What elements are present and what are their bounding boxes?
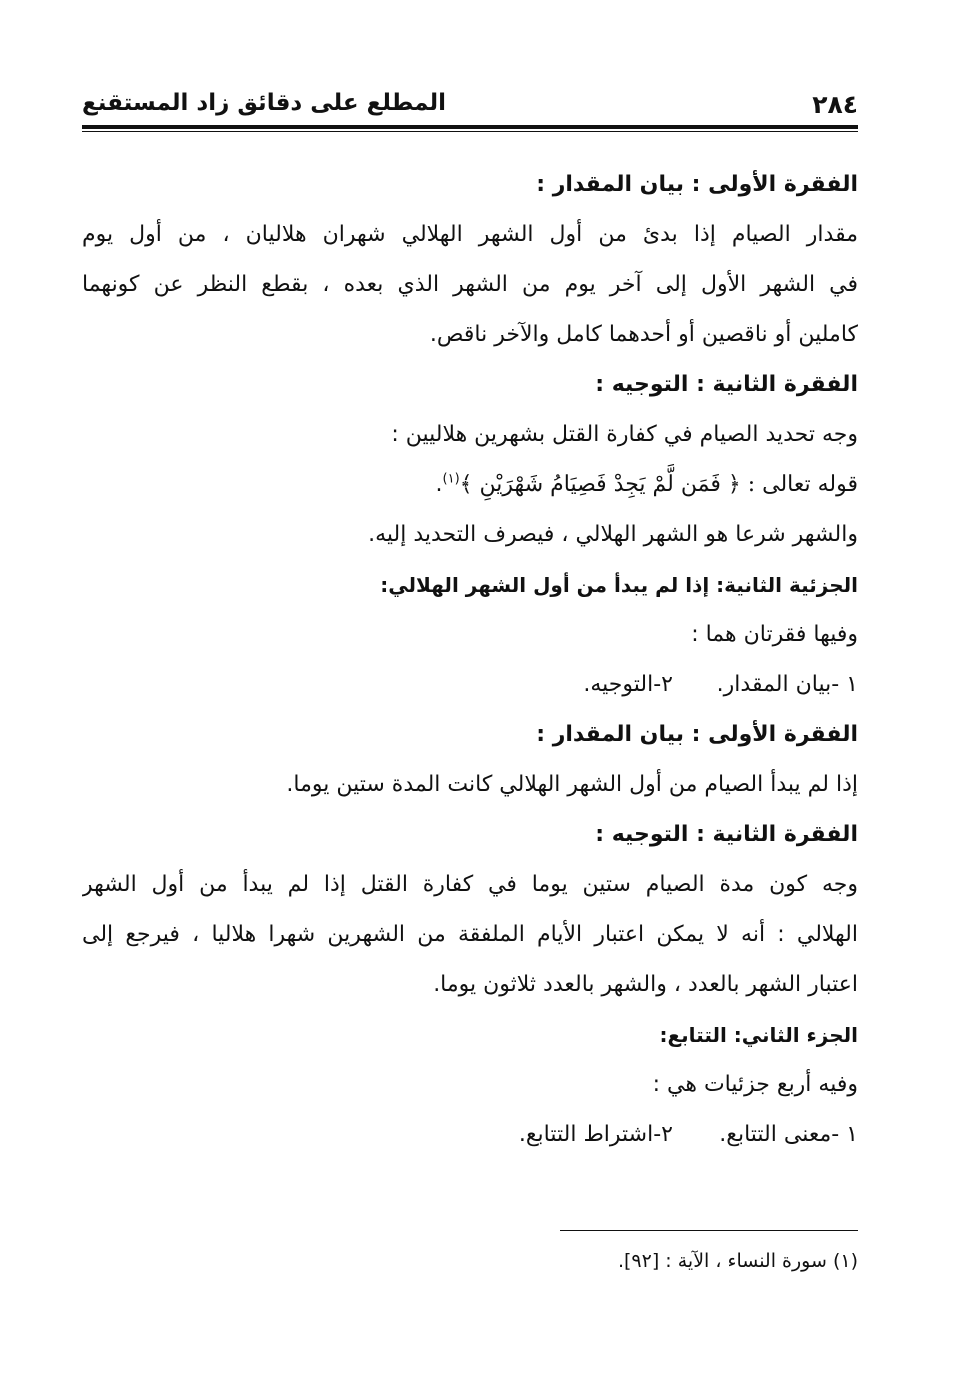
body-text bbox=[82, 160, 858, 1160]
paragraph-line: وفيه أربع جزئيات هي : bbox=[652, 1072, 858, 1097]
header-rule-thin bbox=[82, 131, 858, 132]
page-header bbox=[82, 88, 858, 128]
paragraph-line: كاملين أو ناقصين أو أحدهما كامل والآخر ناقص. bbox=[429, 322, 858, 347]
list-item: ٢-التوجيه. bbox=[583, 672, 673, 697]
paragraph-line: اعتبار الشهر بالعدد ، والشهر بالعدد ثلاثون يوما. bbox=[433, 972, 858, 997]
footnote-separator bbox=[560, 1230, 858, 1231]
quran-verse: قوله تعالى : ﴿ فَمَن لَّمْ يَجِدْ فَصِيَامُ شَهْرَيْنِ ﴾ bbox=[459, 472, 858, 497]
part-heading: الجزء الثاني: التتابع: bbox=[659, 1023, 858, 1047]
paragraph-line: وجه تحديد الصيام في كفارة القتل بشهرين هلاليين : bbox=[391, 422, 858, 447]
footnote: (١) سورة النساء ، الآية : [٩٢]. bbox=[617, 1250, 858, 1272]
section-heading: الفقرة الثانية : التوجيه : bbox=[595, 372, 858, 397]
list-item: ١ -معنى التتابع. bbox=[719, 1122, 858, 1147]
paragraph-line: والشهر شرعا هو الشهر الهلالي ، فيصرف التحديد إليه. bbox=[368, 522, 858, 547]
paragraph-line: مقدار الصيام إذا بدئ من أول الشهر الهلالي شهران هلاليان ، من أول يوم bbox=[82, 222, 858, 247]
section-heading: الفقرة الأولى : بيان المقدار : bbox=[536, 722, 858, 747]
section-heading: الفقرة الأولى : بيان المقدار : bbox=[536, 172, 858, 197]
header-rule-thick bbox=[82, 125, 858, 129]
quran-citation-line bbox=[82, 460, 858, 510]
paragraph-line: الهلالي : أنه لا يمكن اعتبار الأيام الملفقة من الشهرين شهرا هلاليا ، فيرجع إلى bbox=[82, 922, 858, 947]
footnote-marker: (١) bbox=[442, 471, 460, 487]
page-number: ٢٨٤ bbox=[812, 90, 858, 119]
section-heading: الفقرة الثانية : التوجيه : bbox=[595, 822, 858, 847]
line-end-punct: . bbox=[435, 472, 443, 497]
paragraph-line: في الشهر الأول إلى آخر يوم من الشهر الذي بعده ، بقطع النظر عن كونهما bbox=[82, 272, 858, 297]
paragraph-line: وجه كون مدة الصيام ستين يوما في كفارة القتل إذا لم يبدأ من أول الشهر bbox=[82, 872, 858, 897]
subsection-heading: الجزئية الثانية: إذا لم يبدأ من أول الشهر الهلالي: bbox=[380, 573, 858, 597]
numbered-list-row bbox=[82, 660, 858, 710]
list-item: ٢-اشتراط التتابع. bbox=[518, 1122, 673, 1147]
running-title: المطلع على دقائق زاد المستقنع bbox=[82, 90, 447, 116]
paragraph-line: وفيها فقرتان هما : bbox=[691, 622, 858, 647]
numbered-list-row bbox=[82, 1110, 858, 1160]
paragraph-line: إذا لم يبدأ الصيام من أول الشهر الهلالي كانت المدة ستين يوما. bbox=[286, 772, 858, 797]
list-item: ١ -بيان المقدار. bbox=[716, 672, 858, 697]
